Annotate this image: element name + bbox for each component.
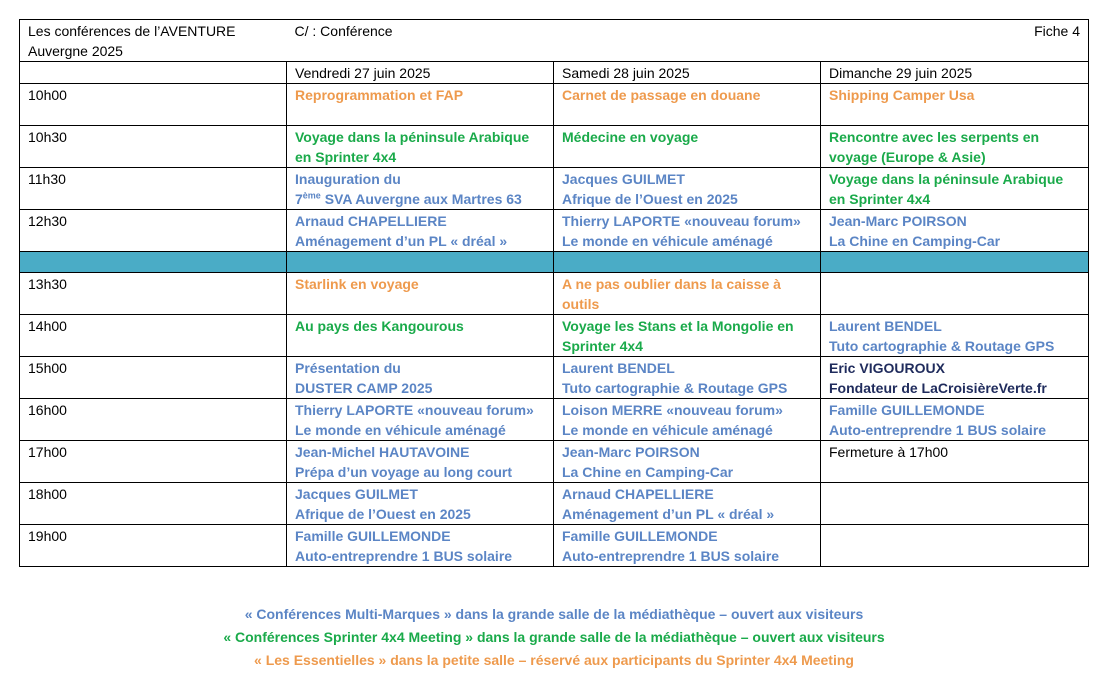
time-slot-row [20, 525, 1089, 567]
time-slot-row [20, 84, 1089, 126]
doc-title-line2: Auvergne 2025 [28, 43, 123, 59]
session-line-1: Famille GUILLEMONDE [562, 528, 718, 544]
session-line-2: Aménagement d’un PL « dréal » [562, 506, 775, 522]
session-cell-friday [287, 399, 554, 441]
session-line-1: Jacques GUILMET [562, 171, 685, 187]
session-line-1: Arnaud CHAPELLIERE [562, 486, 714, 502]
session-line-2: Le monde en véhicule aménagé [562, 233, 773, 249]
session-line-1: Eric VIGOUROUX [829, 360, 945, 376]
session-cell-sunday [821, 525, 1089, 567]
day-header-friday: Vendredi 27 juin 2025 [287, 62, 554, 84]
session-line-1: Reprogrammation et FAP [295, 87, 464, 103]
session-line-1: Starlink en voyage [295, 276, 419, 292]
session-line-1: Thierry LAPORTE «nouveau forum» [295, 402, 534, 418]
session-line-1: Laurent BENDEL [562, 360, 675, 376]
session-line-2-prefix: 7 [295, 191, 303, 207]
session-line-2: en Sprinter 4x4 [295, 149, 397, 165]
schedule-document [19, 19, 1088, 567]
session-line-2: Le monde en véhicule aménagé [562, 422, 773, 438]
session-cell-saturday [554, 525, 821, 567]
time-cell: 14h00 [20, 315, 287, 357]
lunch-separator-row [20, 252, 1089, 273]
session-cell-friday [287, 315, 554, 357]
session-line-1: Arnaud CHAPELLIERE [295, 213, 447, 229]
session-cell-friday [287, 441, 554, 483]
session-line-2: Auto-entreprendre 1 BUS solaire [562, 548, 780, 564]
time-slot-row [20, 126, 1089, 168]
time-cell: 10h30 [20, 126, 287, 168]
session-cell-sunday [821, 399, 1089, 441]
session-line-2: Tuto cartographie & Routage GPS [562, 380, 788, 396]
session-cell-friday [287, 357, 554, 399]
session-line-1: Famille GUILLEMONDE [295, 528, 451, 544]
session-line-2: Auto-entreprendre 1 BUS solaire [295, 548, 513, 564]
time-slot-row [20, 168, 1089, 210]
time-slot-row [20, 483, 1089, 525]
session-line-1: Présentation du [295, 360, 401, 376]
legend-sprinter: « Conférences Sprinter 4x4 Meeting » dans la grande salle de la médiathèque – ouvert aux visiteurs [223, 629, 885, 645]
ordinal-superscript: ème [302, 190, 321, 201]
session-cell-sunday [821, 483, 1089, 525]
session-line-1: Fermeture à 17h00 [829, 444, 949, 460]
session-line-1: Carnet de passage en douane [562, 87, 761, 103]
session-line-1: Jean-Marc POIRSON [829, 213, 967, 229]
session-cell-sunday [821, 126, 1089, 168]
session-cell-saturday [554, 84, 821, 126]
header-row [20, 20, 1089, 62]
separator-cell [20, 252, 287, 273]
session-cell-saturday [554, 168, 821, 210]
time-slot-row [20, 273, 1089, 315]
time-cell: 11h30 [20, 168, 287, 210]
session-cell-sunday [821, 210, 1089, 252]
session-line-1: Inauguration du [295, 171, 401, 187]
session-cell-saturday [554, 210, 821, 252]
session-line-2: La Chine en Camping-Car [562, 464, 734, 480]
session-cell-friday [287, 84, 554, 126]
session-line-1: Voyage dans la péninsule Arabique [295, 129, 530, 145]
session-line-1: Médecine en voyage [562, 129, 699, 145]
session-cell-saturday [554, 126, 821, 168]
session-cell-saturday [554, 441, 821, 483]
separator-cell [554, 252, 821, 273]
session-cell-friday [287, 210, 554, 252]
session-cell-saturday [554, 273, 821, 315]
session-cell-saturday [554, 357, 821, 399]
session-line-2: Le monde en véhicule aménagé [295, 422, 506, 438]
time-cell: 13h30 [20, 273, 287, 315]
session-line-2: Prépa d’un voyage au long court [295, 464, 513, 480]
category-label: C/ : Conférence [294, 23, 393, 39]
time-slot-row [20, 357, 1089, 399]
time-cell: 15h00 [20, 357, 287, 399]
session-line-1: Voyage les Stans et la Mongolie en [562, 318, 794, 334]
session-line-2: Fondateur de LaCroisièreVerte.fr [829, 380, 1047, 396]
session-line-2: voyage (Europe & Asie) [829, 149, 986, 165]
session-line-1: Jean-Michel HAUTAVOINE [295, 444, 470, 460]
legend [0, 603, 1108, 672]
separator-cell [287, 252, 554, 273]
time-cell: 16h00 [20, 399, 287, 441]
session-cell-friday [287, 525, 554, 567]
doc-title [20, 20, 287, 62]
day-header-sunday: Dimanche 29 juin 2025 [821, 62, 1089, 84]
session-line-2: Afrique de l’Ouest en 2025 [295, 506, 471, 522]
time-slot-row [20, 315, 1089, 357]
schedule-table [19, 19, 1089, 567]
session-line-1: Au pays des Kangourous [295, 318, 464, 334]
day-header-saturday: Samedi 28 juin 2025 [554, 62, 821, 84]
day-header-row [20, 62, 1089, 84]
session-line-1: Loison MERRE «nouveau forum» [562, 402, 783, 418]
time-cell: 10h00 [20, 84, 287, 126]
session-line-2: SVA Auvergne aux Martres 63 [320, 191, 522, 207]
session-cell-friday [287, 126, 554, 168]
session-line-2: Auto-entreprendre 1 BUS solaire [829, 422, 1047, 438]
session-cell-sunday [821, 441, 1089, 483]
session-line-1: Laurent BENDEL [829, 318, 942, 334]
session-cell-saturday [554, 315, 821, 357]
session-line-1: Famille GUILLEMONDE [829, 402, 985, 418]
session-line-1: Shipping Camper Usa [829, 87, 975, 103]
session-cell-saturday [554, 399, 821, 441]
session-line-2: en Sprinter 4x4 [829, 191, 931, 207]
fiche-label: Fiche 4 [1034, 23, 1080, 39]
session-line-2: La Chine en Camping-Car [829, 233, 1001, 249]
session-cell-friday [287, 483, 554, 525]
session-line-2: Afrique de l’Ouest en 2025 [562, 191, 738, 207]
session-cell-friday [287, 168, 554, 210]
doc-title-line1: Les conférences de l’AVENTURE [28, 23, 236, 39]
time-slot-row [20, 441, 1089, 483]
session-cell-sunday [821, 273, 1089, 315]
session-line-1: Jean-Marc POIRSON [562, 444, 700, 460]
session-cell-friday [287, 273, 554, 315]
session-line-1: Rencontre avec les serpents en [829, 129, 1040, 145]
legend-essentielles: « Les Essentielles » dans la petite salle – réservé aux participants du Sprinter 4x4 Meeting [254, 652, 854, 668]
session-line-1: Thierry LAPORTE «nouveau forum» [562, 213, 801, 229]
legend-multi-marques: « Conférences Multi-Marques » dans la grande salle de la médiathèque – ouvert aux visiteurs [244, 606, 864, 622]
session-line-2: outils [562, 296, 600, 312]
time-slot-row [20, 210, 1089, 252]
time-slot-row [20, 399, 1089, 441]
session-cell-saturday [554, 483, 821, 525]
session-line-2: Sprinter 4x4 [562, 338, 643, 354]
header-right [287, 20, 1089, 62]
session-line-1: Voyage dans la péninsule Arabique [829, 171, 1064, 187]
time-cell: 17h00 [20, 441, 287, 483]
time-cell: 18h00 [20, 483, 287, 525]
session-cell-sunday [821, 357, 1089, 399]
time-cell: 19h00 [20, 525, 287, 567]
session-line-1: Jacques GUILMET [295, 486, 418, 502]
separator-cell [821, 252, 1089, 273]
session-line-2: DUSTER CAMP 2025 [295, 380, 433, 396]
session-line-2: Aménagement d’un PL « dréal » [295, 233, 508, 249]
session-line-1: A ne pas oublier dans la caisse à [562, 276, 781, 292]
session-cell-sunday [821, 168, 1089, 210]
session-cell-sunday [821, 315, 1089, 357]
time-cell: 12h30 [20, 210, 287, 252]
session-cell-sunday [821, 84, 1089, 126]
day-header-empty [20, 62, 287, 84]
session-line-2: Tuto cartographie & Routage GPS [829, 338, 1055, 354]
